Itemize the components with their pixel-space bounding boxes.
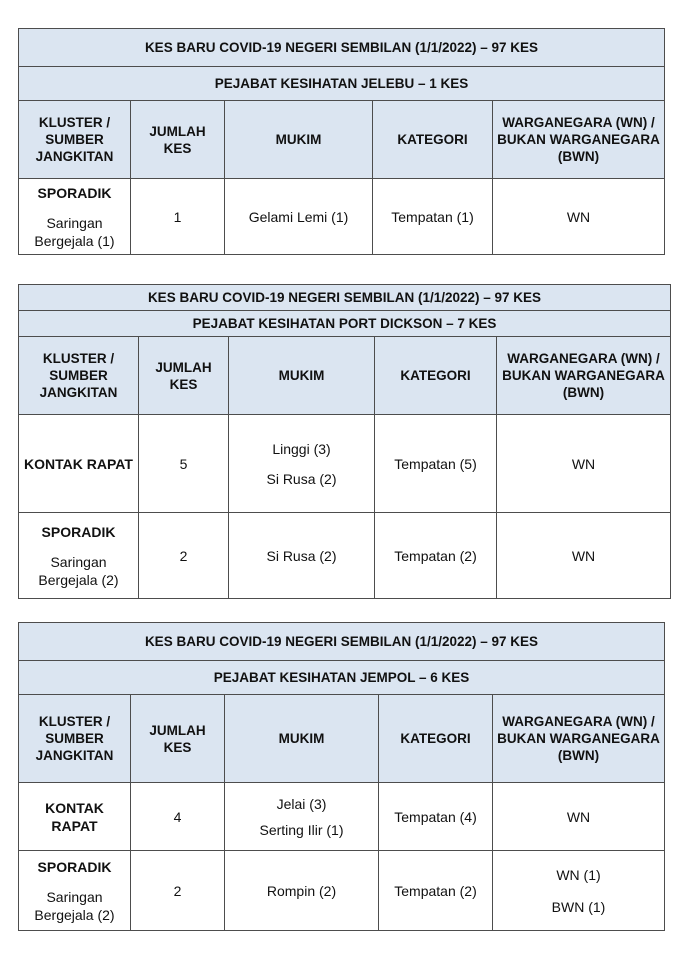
header-count: JUMLAH KES [139,337,229,415]
header-citizenship: WARGANEGARA (WN) / BUKAN WARGANEGARA (BWN) [493,101,665,179]
header-cluster: KLUSTER / SUMBER JANGKITAN [19,695,131,783]
citizenship-item: BWN (1) [551,898,606,915]
table-title: KES BARU COVID-19 NEGERI SEMBILAN (1/1/2022) – 97 KES [19,623,665,661]
citizenship-cell [497,415,671,513]
header-category: KATEGORI [373,101,493,179]
category-cell: Tempatan (2) [375,513,497,599]
case-table-jelebu [18,28,665,255]
case-table-jempol [18,622,665,931]
citizenship-cell [493,851,665,931]
mukim-item: Jelai (3) [276,795,327,812]
header-mukim: MUKIM [229,337,375,415]
case-table-port-dickson [18,284,671,599]
cluster-detail: Saringan Bergejala (2) [38,553,119,588]
category-cell: Tempatan (4) [379,783,493,851]
category-cell: Tempatan (2) [379,851,493,931]
mukim-item: Rompin (2) [266,882,337,899]
mukim-item: Serting Ilir (1) [259,821,344,838]
cluster-cell [19,179,131,255]
citizenship-cell [493,179,665,255]
header-cluster: KLUSTER / SUMBER JANGKITAN [19,101,131,179]
office-title: PEJABAT KESIHATAN JELEBU – 1 KES [19,67,665,101]
table-row [19,179,665,255]
header-citizenship: WARGANEGARA (WN) / BUKAN WARGANEGARA (BWN) [493,695,665,783]
cluster-name: SPORADIK [37,858,112,875]
mukim-item: Linggi (3) [272,440,331,457]
citizenship-item: WN [571,455,596,472]
count-cell: 2 [139,513,229,599]
cluster-detail: Saringan Bergejala (1) [34,214,115,249]
header-mukim: MUKIM [225,695,379,783]
header-count: JUMLAH KES [131,101,225,179]
cluster-cell [19,415,139,513]
header-cluster: KLUSTER / SUMBER JANGKITAN [19,337,139,415]
category-cell: Tempatan (1) [373,179,493,255]
count-cell: 4 [131,783,225,851]
count-cell: 2 [131,851,225,931]
table-title: KES BARU COVID-19 NEGERI SEMBILAN (1/1/2022) – 97 KES [19,29,665,67]
cluster-name: SPORADIK [41,523,116,540]
mukim-cell [229,513,375,599]
cluster-name: KONTAK RAPAT [24,455,133,472]
cluster-cell [19,513,139,599]
citizenship-item: WN [571,547,596,564]
cluster-detail: Saringan Bergejala (2) [34,888,115,923]
mukim-item: Si Rusa (2) [266,470,337,487]
header-category: KATEGORI [375,337,497,415]
citizenship-item: WN (1) [556,866,601,883]
citizenship-cell [497,513,671,599]
table-row [19,851,665,931]
cluster-name: KONTAK RAPAT [45,799,104,834]
header-count: JUMLAH KES [131,695,225,783]
category-cell: Tempatan (5) [375,415,497,513]
cluster-name: SPORADIK [37,184,112,201]
header-citizenship: WARGANEGARA (WN) / BUKAN WARGANEGARA (BWN) [497,337,671,415]
count-cell: 5 [139,415,229,513]
mukim-cell [225,179,373,255]
mukim-item: Si Rusa (2) [266,547,337,564]
table-row [19,415,671,513]
table-row [19,783,665,851]
table-row [19,513,671,599]
mukim-cell [225,783,379,851]
mukim-cell [225,851,379,931]
header-category: KATEGORI [379,695,493,783]
cluster-cell [19,783,131,851]
count-cell: 1 [131,179,225,255]
header-mukim: MUKIM [225,101,373,179]
mukim-cell [229,415,375,513]
mukim-item: Gelami Lemi (1) [248,208,349,225]
cluster-cell [19,851,131,931]
office-title: PEJABAT KESIHATAN PORT DICKSON – 7 KES [19,311,671,337]
citizenship-item: WN [566,808,591,825]
citizenship-cell [493,783,665,851]
office-title: PEJABAT KESIHATAN JEMPOL – 6 KES [19,661,665,695]
table-title: KES BARU COVID-19 NEGERI SEMBILAN (1/1/2022) – 97 KES [19,285,671,311]
citizenship-item: WN [566,208,591,225]
